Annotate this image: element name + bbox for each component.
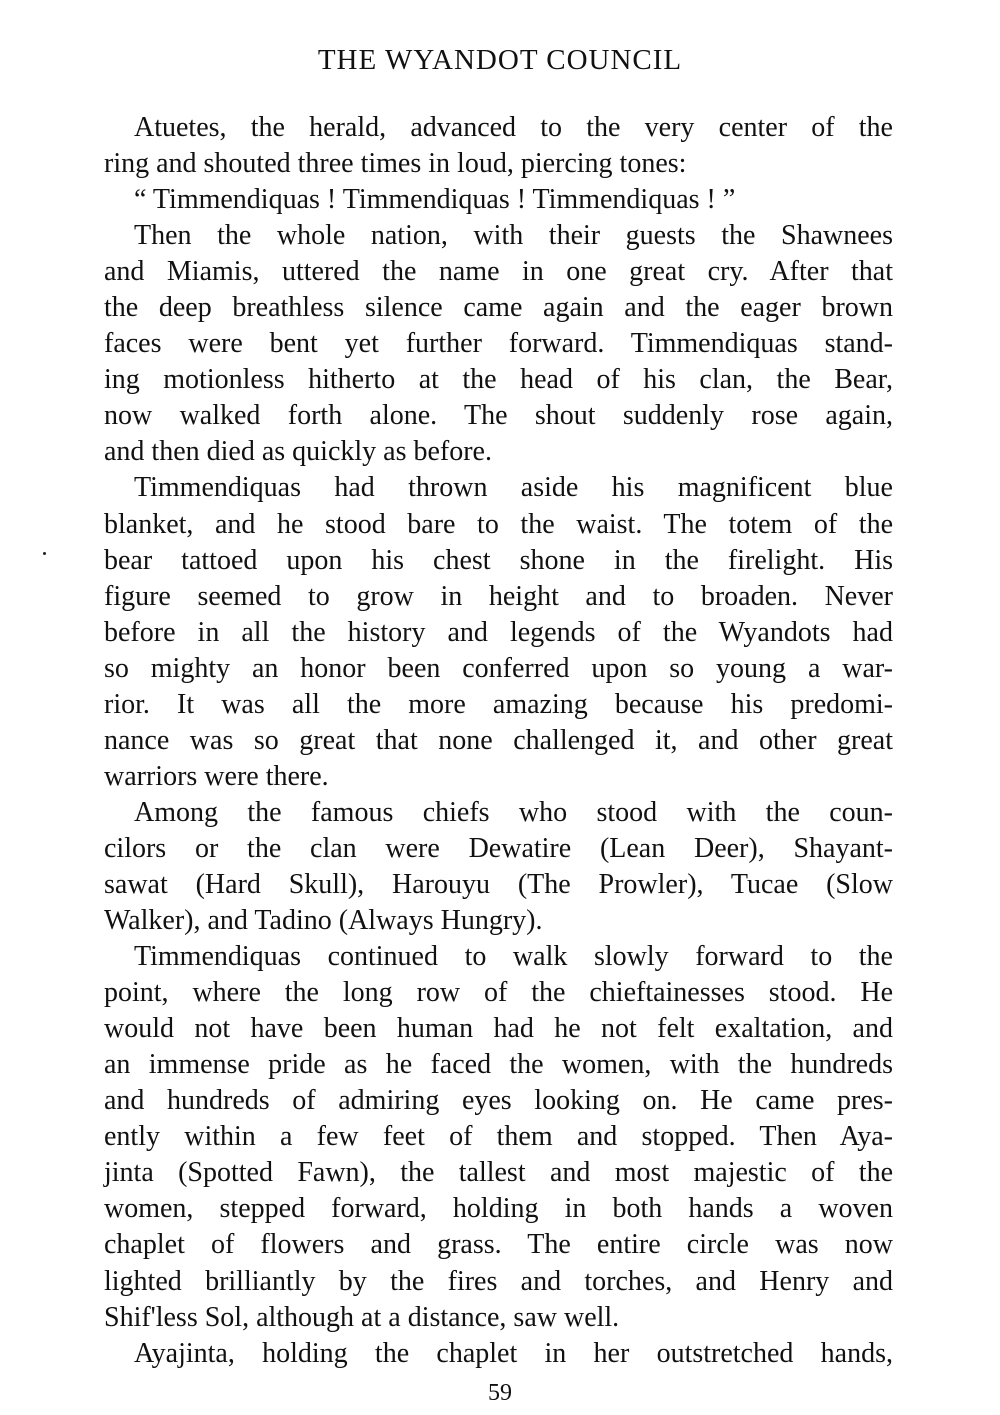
text-line: bear tattoed upon his chest shone in the firelight. His (104, 544, 893, 576)
text-line: Shif'less Sol, although at a distance, saw well. (104, 1301, 620, 1333)
text-line: rior. It was all the more amazing because his predomi- (104, 688, 893, 720)
text-line: now walked forth alone. The shout suddenly rose again, (104, 400, 893, 432)
text-line: cilors or the clan were Dewatire (Lean Deer), Shayant- (104, 832, 893, 864)
text-line: blanket, and he stood bare to the waist. The totem of the (104, 508, 893, 540)
text-line: so mighty an honor been conferred upon so young a war- (104, 652, 893, 684)
text-line: Atuetes, the herald, advanced to the very center of the (134, 112, 893, 143)
text-line: faces were bent yet further forward. Timmendiquas stand- (104, 328, 893, 360)
text-line: ing motionless hitherto at the head of his clan, the Bear, (104, 364, 893, 396)
text-line: “ Timmendiquas ! Timmendiquas ! Timmendiquas ! ” (134, 184, 736, 216)
body-text (104, 110, 893, 1372)
text-line: point, where the long row of the chieftainesses stood. He (104, 977, 893, 1009)
text-line: would not have been human had he not felt exaltation, and (104, 1013, 893, 1045)
text-line: Then the whole nation, with their guests the Shawnees (134, 220, 893, 252)
text-line: figure seemed to grow in height and to broaden. Never (104, 580, 893, 612)
margin-speck (43, 552, 46, 555)
text-line: Ayajinta, holding the chaplet in her outstretched hands, (134, 1337, 893, 1369)
running-header: THE WYANDOT COUNCIL (317, 44, 683, 76)
text-line: an immense pride as he faced the women, with the hundreds (104, 1049, 893, 1081)
text-line: Timmendiquas had thrown aside his magnificent blue (134, 472, 893, 504)
text-line: ring and shouted three times in loud, piercing tones: (104, 148, 687, 180)
text-line: sawat (Hard Skull), Harouyu (The Prowler), Tucae (Slow (104, 868, 893, 900)
text-line: lighted brilliantly by the fires and torches, and Henry and (104, 1265, 893, 1297)
text-line: Walker), and Tadino (Always Hungry). (104, 905, 543, 937)
text-line: nance was so great that none challenged it, and other great (104, 724, 893, 756)
text-line: before in all the history and legends of the Wyandots had (104, 616, 893, 648)
text-line: and then died as quickly as before. (104, 436, 492, 468)
text-line: and hundreds of admiring eyes looking on. He came pres- (104, 1085, 893, 1117)
text-line: Among the famous chiefs who stood with the coun- (134, 796, 893, 828)
text-line: jinta (Spotted Fawn), the tallest and most majestic of the (104, 1157, 893, 1189)
text-line: and Miamis, uttered the name in one great cry. After that (104, 256, 893, 288)
text-line: warriors were there. (104, 760, 329, 792)
text-line: Timmendiquas continued to walk slowly forward to the (134, 941, 893, 973)
text-line: the deep breathless silence came again and the eager brown (104, 292, 893, 324)
text-line: ently within a few feet of them and stopped. Then Aya- (104, 1121, 893, 1153)
page-number: 59 (488, 1380, 512, 1406)
text-line: women, stepped forward, holding in both hands a woven (104, 1193, 893, 1225)
text-line: chaplet of flowers and grass. The entire circle was now (104, 1229, 893, 1261)
